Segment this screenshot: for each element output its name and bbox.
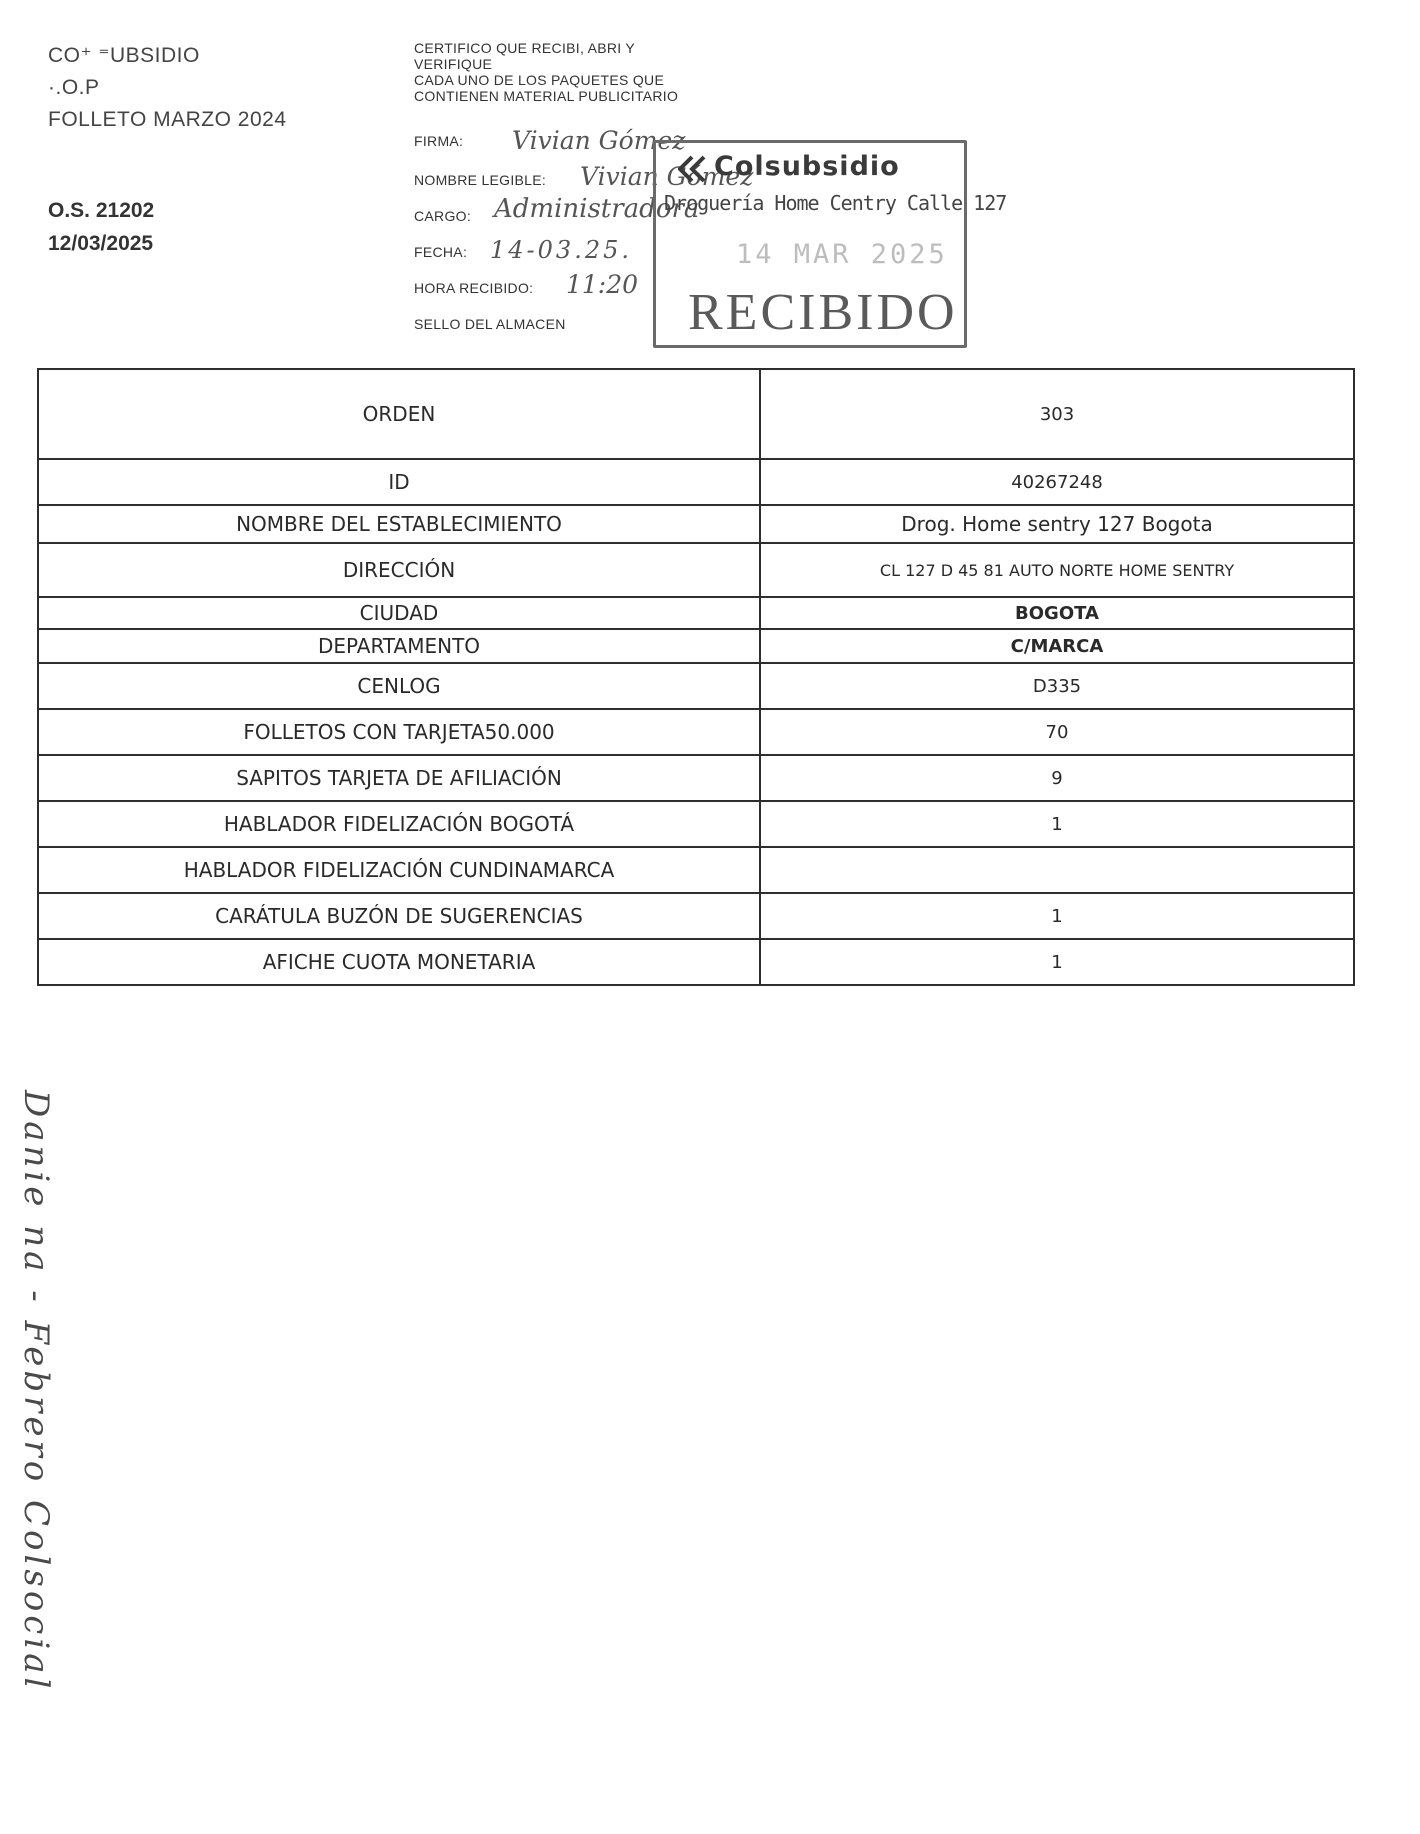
delivery-table bbox=[37, 368, 1355, 986]
stamp-brand: Colsubsidio bbox=[714, 151, 900, 182]
os-number: O.S. 21202 bbox=[48, 199, 155, 222]
table-row bbox=[38, 505, 1354, 543]
row-label: NOMBRE DEL ESTABLECIMIENTO bbox=[38, 505, 760, 543]
service-order bbox=[48, 194, 154, 260]
certification-text bbox=[414, 40, 678, 104]
row-label: DIRECCIÓN bbox=[38, 543, 760, 597]
row-value bbox=[760, 847, 1354, 893]
colsubsidio-logo-icon bbox=[678, 155, 710, 183]
firma-handwritten: Vivian Gómez bbox=[512, 126, 686, 155]
row-label: CIUDAD bbox=[38, 597, 760, 629]
table-row bbox=[38, 629, 1354, 663]
row-value: 9 bbox=[760, 755, 1354, 801]
cert-line: CERTIFICO QUE RECIBI, ABRI Y bbox=[414, 40, 636, 56]
row-label: ID bbox=[38, 459, 760, 505]
fecha-label: FECHA: bbox=[414, 244, 468, 260]
row-value: BOGOTA bbox=[760, 597, 1354, 629]
table-row bbox=[38, 597, 1354, 629]
row-value: C/MARCA bbox=[760, 629, 1354, 663]
row-label: HABLADOR FIDELIZACIÓN BOGOTÁ bbox=[38, 801, 760, 847]
cert-line: CONTIENEN MATERIAL PUBLICITARIO bbox=[414, 88, 679, 104]
row-label: AFICHE CUOTA MONETARIA bbox=[38, 939, 760, 985]
cert-line: VERIFIQUE bbox=[414, 56, 493, 72]
row-value: 1 bbox=[760, 801, 1354, 847]
table-row bbox=[38, 801, 1354, 847]
os-date: 12/03/2025 bbox=[48, 232, 154, 255]
cargo-handwritten: Administradora bbox=[494, 194, 700, 224]
nombre-handwritten: Vivian Gómez bbox=[580, 162, 754, 191]
stamp-status: RECIBIDO bbox=[688, 284, 958, 341]
table-row bbox=[38, 847, 1354, 893]
row-label: ORDEN bbox=[38, 369, 760, 459]
org-name: CO⁺ ⁼UBSIDIO bbox=[48, 44, 200, 67]
row-label: CENLOG bbox=[38, 663, 760, 709]
department-code: ·.O.P bbox=[48, 76, 100, 99]
table-row bbox=[38, 755, 1354, 801]
hora-label: HORA RECIBIDO: bbox=[414, 280, 534, 296]
row-value: D335 bbox=[760, 663, 1354, 709]
row-value: 303 bbox=[760, 369, 1354, 459]
stamp-location: Droguería Home Centry Calle 127 bbox=[664, 191, 1007, 215]
table-row bbox=[38, 543, 1354, 597]
row-value: 1 bbox=[760, 893, 1354, 939]
table-row bbox=[38, 459, 1354, 505]
table-row bbox=[38, 893, 1354, 939]
row-value: CL 127 D 45 81 AUTO NORTE HOME SENTRY bbox=[760, 543, 1354, 597]
header-left bbox=[48, 40, 287, 136]
store-stamp bbox=[653, 140, 1007, 348]
row-label: DEPARTAMENTO bbox=[38, 629, 760, 663]
table-row bbox=[38, 663, 1354, 709]
fecha-handwritten: 14-03.25. bbox=[490, 236, 632, 264]
firma-label: FIRMA: bbox=[414, 133, 464, 149]
cargo-label: CARGO: bbox=[414, 208, 472, 224]
table-row bbox=[38, 709, 1354, 755]
row-value: 1 bbox=[760, 939, 1354, 985]
campaign-title: FOLLETO MARZO 2024 bbox=[48, 108, 287, 131]
row-value: 40267248 bbox=[760, 459, 1354, 505]
table-row bbox=[38, 939, 1354, 985]
hora-handwritten: 11:20 bbox=[566, 270, 639, 299]
sello-label: SELLO DEL ALMACEN bbox=[414, 316, 566, 332]
row-value: 70 bbox=[760, 709, 1354, 755]
row-label: CARÁTULA BUZÓN DE SUGERENCIAS bbox=[38, 893, 760, 939]
row-label: HABLADOR FIDELIZACIÓN CUNDINAMARCA bbox=[38, 847, 760, 893]
row-label: SAPITOS TARJETA DE AFILIACIÓN bbox=[38, 755, 760, 801]
stamp-date: 14 MAR 2025 bbox=[736, 239, 948, 270]
table-row bbox=[38, 369, 1354, 459]
cert-line: CADA UNO DE LOS PAQUETES QUE bbox=[414, 72, 665, 88]
nombre-label: NOMBRE LEGIBLE: bbox=[414, 172, 547, 188]
margin-handwriting: Danie na - Febrero Colsocial bbox=[16, 1090, 56, 1693]
row-label: FOLLETOS CON TARJETA50.000 bbox=[38, 709, 760, 755]
row-value: Drog. Home sentry 127 Bogota bbox=[760, 505, 1354, 543]
